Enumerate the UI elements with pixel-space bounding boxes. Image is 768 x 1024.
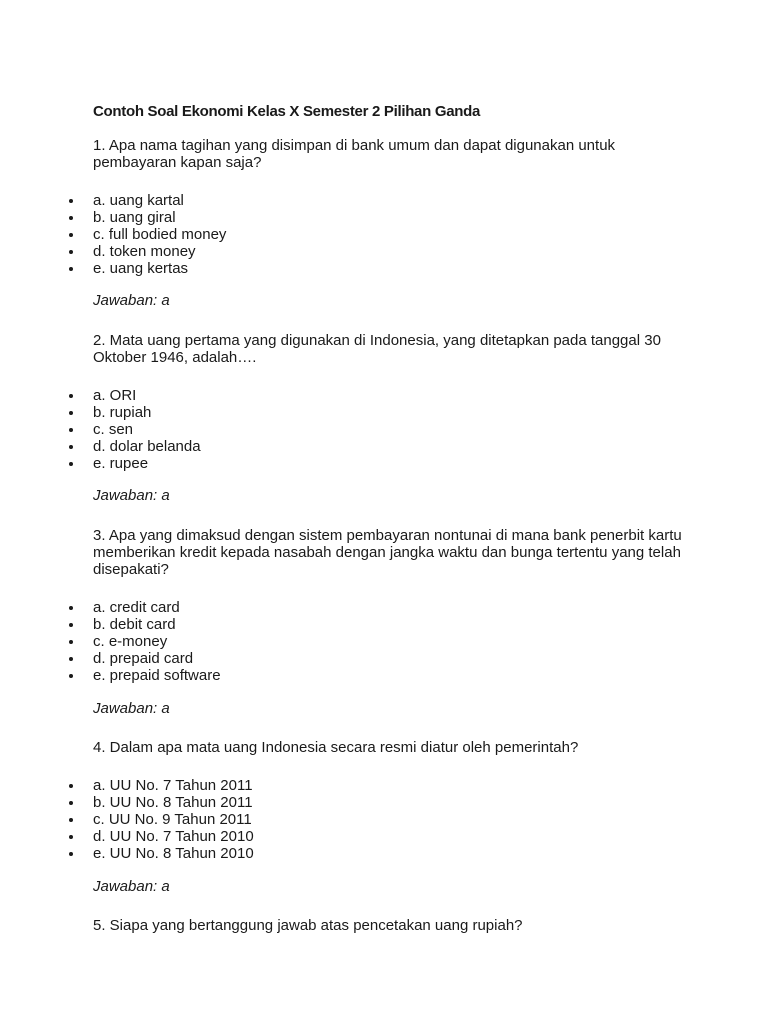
bullet-icon <box>69 852 73 856</box>
option-2d: d. dolar belanda <box>0 438 201 455</box>
option-2e: e. rupee <box>0 455 201 472</box>
answer-3: Jawaban: a <box>93 700 170 717</box>
question-3: 3. Apa yang dimaksud dengan sistem pembayaran nontunai di mana bank penerbit kartu memberikan kredit kepada nasabah dengan jangka waktu dan bunga tertentu yang telah disepakati? <box>93 527 682 578</box>
option-1a: a. uang kartal <box>0 192 226 209</box>
bullet-icon <box>69 623 73 627</box>
question-1-options <box>0 192 226 277</box>
option-4c: c. UU No. 9 Tahun 2011 <box>0 811 254 828</box>
question-5: 5. Siapa yang bertanggung jawab atas pencetakan uang rupiah? <box>93 917 523 934</box>
option-4b: b. UU No. 8 Tahun 2011 <box>0 794 254 811</box>
bullet-icon <box>69 784 73 788</box>
option-3c: c. e-money <box>0 633 221 650</box>
option-2a: a. ORI <box>0 387 201 404</box>
bullet-icon <box>69 250 73 254</box>
option-1c: c. full bodied money <box>0 226 226 243</box>
bullet-icon <box>69 267 73 271</box>
option-3b: b. debit card <box>0 616 221 633</box>
question-3-options <box>0 599 221 684</box>
question-4: 4. Dalam apa mata uang Indonesia secara resmi diatur oleh pemerintah? <box>93 739 579 756</box>
bullet-icon <box>69 199 73 203</box>
bullet-icon <box>69 835 73 839</box>
bullet-icon <box>69 394 73 398</box>
question-1: 1. Apa nama tagihan yang disimpan di bank umum dan dapat digunakan untuk pembayaran kapan saja? <box>93 137 616 171</box>
answer-4: Jawaban: a <box>93 878 170 895</box>
bullet-icon <box>69 606 73 610</box>
bullet-icon <box>69 428 73 432</box>
answer-2: Jawaban: a <box>93 487 170 504</box>
option-4e: e. UU No. 8 Tahun 2010 <box>0 845 254 862</box>
answer-1: Jawaban: a <box>93 292 170 309</box>
option-3d: d. prepaid card <box>0 650 221 667</box>
question-2-options <box>0 387 201 472</box>
question-4-options <box>0 777 254 862</box>
bullet-icon <box>69 674 73 678</box>
bullet-icon <box>69 216 73 220</box>
bullet-icon <box>69 411 73 415</box>
option-4d: d. UU No. 7 Tahun 2010 <box>0 828 254 845</box>
bullet-icon <box>69 640 73 644</box>
bullet-icon <box>69 445 73 449</box>
option-2c: c. sen <box>0 421 201 438</box>
bullet-icon <box>69 233 73 237</box>
option-2b: b. rupiah <box>0 404 201 421</box>
option-1d: d. token money <box>0 243 226 260</box>
bullet-icon <box>69 818 73 822</box>
option-3a: a. credit card <box>0 599 221 616</box>
bullet-icon <box>69 657 73 661</box>
bullet-icon <box>69 801 73 805</box>
option-3e: e. prepaid software <box>0 667 221 684</box>
option-1b: b. uang giral <box>0 209 226 226</box>
bullet-icon <box>69 462 73 466</box>
question-2: 2. Mata uang pertama yang digunakan di Indonesia, yang ditetapkan pada tanggal 30 Oktober 1946, adalah…. <box>93 332 661 366</box>
document-title: Contoh Soal Ekonomi Kelas X Semester 2 Pilihan Ganda <box>93 103 481 120</box>
option-1e: e. uang kertas <box>0 260 226 277</box>
option-4a: a. UU No. 7 Tahun 2011 <box>0 777 254 794</box>
